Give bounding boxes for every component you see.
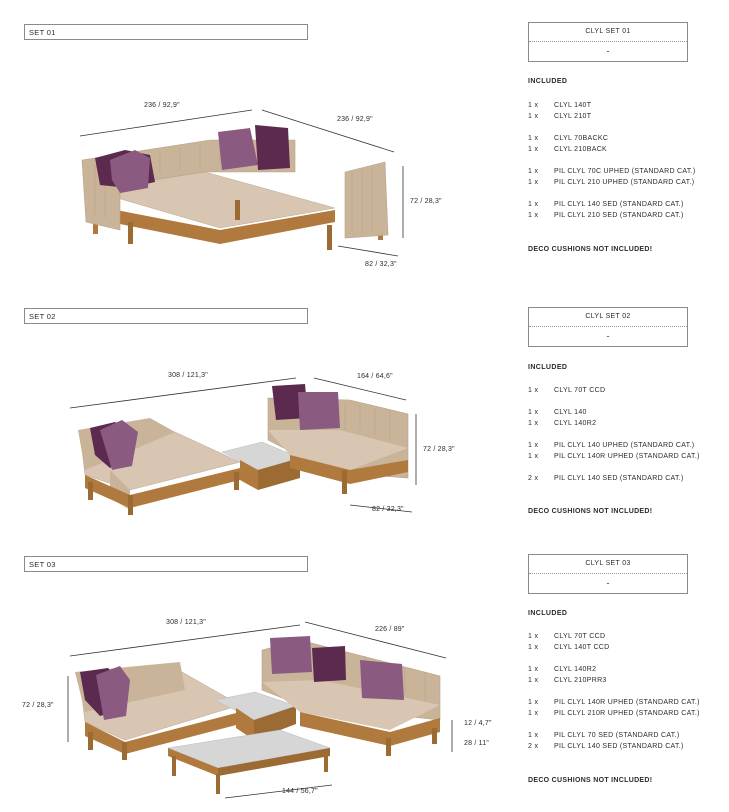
- set-code: CLYL SET 03: [529, 555, 687, 574]
- set-code-value: -: [606, 578, 610, 588]
- dimension-table-height: 28 / 11": [464, 740, 489, 747]
- list-item: 1 x PIL CLYL 210 SED (STANDARD CAT.): [528, 212, 684, 219]
- list-item: 1 x PIL CLYL 140 SED (STANDARD CAT.): [528, 201, 684, 208]
- dimension-depth: 82 / 32,3": [372, 506, 404, 513]
- included-list: [528, 100, 728, 221]
- included-label: INCLUDED: [528, 610, 568, 617]
- set-title: SET 01: [24, 24, 308, 40]
- set-code-value: -: [606, 331, 610, 341]
- list-item: 1 x PIL CLYL 140R UPHED (STANDARD CAT.): [528, 453, 700, 460]
- set-code: CLYL SET 01: [529, 23, 687, 42]
- deco-note: DECO CUSHIONS NOT INCLUDED!: [528, 508, 653, 515]
- list-item: 1 x CLYL 70T CCD: [528, 633, 606, 640]
- list-item: 1 x CLYL 70T CCD: [528, 387, 606, 394]
- set-code-box: [528, 22, 688, 62]
- list-item: 1 x CLYL 210BACK: [528, 146, 608, 153]
- list-item: 1 x PIL CLYL 70 SED (STANDARD CAT.): [528, 732, 680, 739]
- set-title: SET 03: [24, 556, 308, 572]
- list-item: 1 x CLYL 140R2: [528, 666, 597, 673]
- dimension-width-right: 164 / 64,6": [357, 373, 393, 380]
- deco-note: DECO CUSHIONS NOT INCLUDED!: [528, 777, 653, 784]
- list-item: 1 x PIL CLYL 140R UPHED (STANDARD CAT.): [528, 699, 700, 706]
- list-item: 1 x CLYL 210PRR3: [528, 677, 607, 684]
- included-list: [528, 385, 728, 484]
- list-item: 1 x PIL CLYL 210R UPHED (STANDARD CAT.): [528, 710, 700, 717]
- dimension-width-left: 308 / 121,3": [168, 372, 208, 379]
- deco-note: DECO CUSHIONS NOT INCLUDED!: [528, 246, 653, 253]
- list-item: 1 x CLYL 140R2: [528, 420, 597, 427]
- included-list: [528, 631, 728, 752]
- dimension-height: 72 / 28,3": [22, 702, 54, 709]
- included-label: INCLUDED: [528, 364, 568, 371]
- dimension-width-right: 226 / 89": [375, 626, 405, 633]
- dimension-table-top: 12 / 4,7": [464, 720, 492, 727]
- list-item: 1 x PIL CLYL 70C UPHED (STANDARD CAT.): [528, 168, 696, 175]
- list-item: 1 x CLYL 210T: [528, 113, 592, 120]
- dimension-depth: 82 / 32,3": [365, 261, 397, 268]
- list-item: 1 x CLYL 140: [528, 409, 587, 416]
- set-title: SET 02: [24, 308, 308, 324]
- set-code: CLYL SET 02: [529, 308, 687, 327]
- dimension-height: 72 / 28,3": [410, 198, 442, 205]
- list-item: 1 x PIL CLYL 210 UPHED (STANDARD CAT.): [528, 179, 695, 186]
- dimension-height: 72 / 28,3": [423, 446, 455, 453]
- dimension-width-right: 236 / 92,9": [337, 116, 373, 123]
- list-item: 1 x CLYL 70BACKC: [528, 135, 609, 142]
- dimension-width-left: 236 / 92,9": [144, 102, 180, 109]
- included-label: INCLUDED: [528, 78, 568, 85]
- list-item: 2 x PIL CLYL 140 SED (STANDARD CAT.): [528, 475, 684, 482]
- set-code-box: [528, 554, 688, 594]
- list-item: 1 x CLYL 140T: [528, 102, 592, 109]
- list-item: 1 x PIL CLYL 140 UPHED (STANDARD CAT.): [528, 442, 695, 449]
- list-item: 1 x CLYL 140T CCD: [528, 644, 610, 651]
- dimension-width-left: 308 / 121,3": [166, 619, 206, 626]
- set-code-box: [528, 307, 688, 347]
- list-item: 2 x PIL CLYL 140 SED (STANDARD CAT.): [528, 743, 684, 750]
- set-code-value: -: [606, 46, 610, 56]
- dimension-table-width: 144 / 56,7": [282, 788, 318, 795]
